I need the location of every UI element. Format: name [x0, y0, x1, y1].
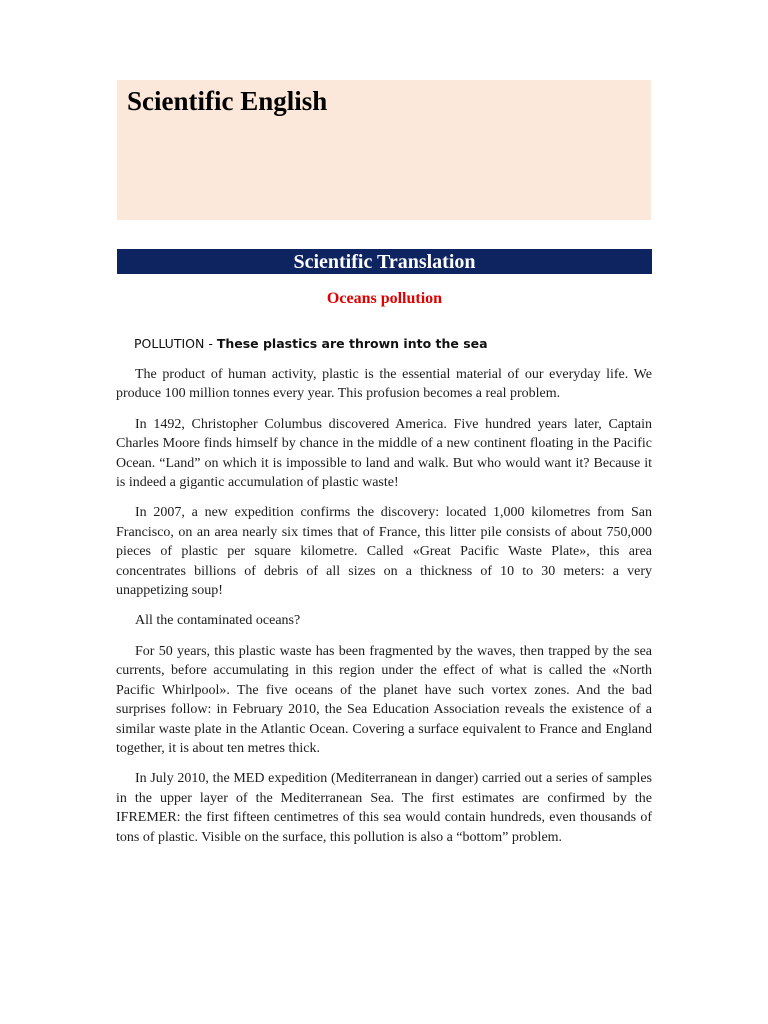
- kicker-label: POLLUTION -: [134, 336, 217, 351]
- paragraph: In July 2010, the MED expedition (Mediterranean in danger) carried out a series of samples in the upper layer of the Mediterranean Sea. The first estimates are confirmed by the IFREMER: the first fifteen centimetres of this sea would contain hundreds, even thousands of tons of plastic. Visible on the surface, this pollution is also a “bottom” problem.: [116, 771, 652, 845]
- section-heading-bar: Scientific Translation: [117, 249, 652, 274]
- article-title: Oceans pollution: [326, 290, 443, 307]
- kicker-text: These plastics are thrown into the sea: [216, 336, 488, 351]
- document-title: Scientific English: [127, 86, 328, 116]
- header-banner: [117, 80, 651, 220]
- paragraph: The product of human activity, plastic is the essential material of our everyday life. We produce 100 million tonnes every year. This profusion becomes a real problem.: [116, 367, 652, 402]
- article-body: [116, 365, 652, 858]
- paragraph: For 50 years, this plastic waste has been fragmented by the waves, then trapped by the sea currents, before accumulating in this region under the effect of what is called the «North Pacific Whirlpool». The five oceans of the planet have such vortex zones. And the bad surprises follow: in February 2010, the Sea Education Association reveals the existence of a similar waste plate in the Atlantic Ocean. Covering a surface equivalent to France and England together, it is about ten metres thick.: [116, 643, 652, 756]
- subheading-question: All the contaminated oceans?: [135, 613, 301, 629]
- paragraph: In 1492, Christopher Columbus discovered America. Five hundred years later, Captain Charles Moore finds himself by chance in the middle of a new continent floating in the Pacific Ocean. “Land” on which it is impossible to land and walk. But who would want it? Because it is indeed a gigantic accumulation of plastic waste!: [116, 416, 652, 491]
- article-kicker: [134, 336, 488, 351]
- paragraph: In 2007, a new expedition confirms the discovery: located 1,000 kilometres from San Francisco, on an area nearly six times that of France, this litter pile consists of about 750,000 pieces of plastic per square kilometre. Called «Great Pacific Waste Plate», this area concentrates billions of debris of all sizes on a thickness of 10 to 30 meters: a very unappetizing soup!: [116, 505, 652, 599]
